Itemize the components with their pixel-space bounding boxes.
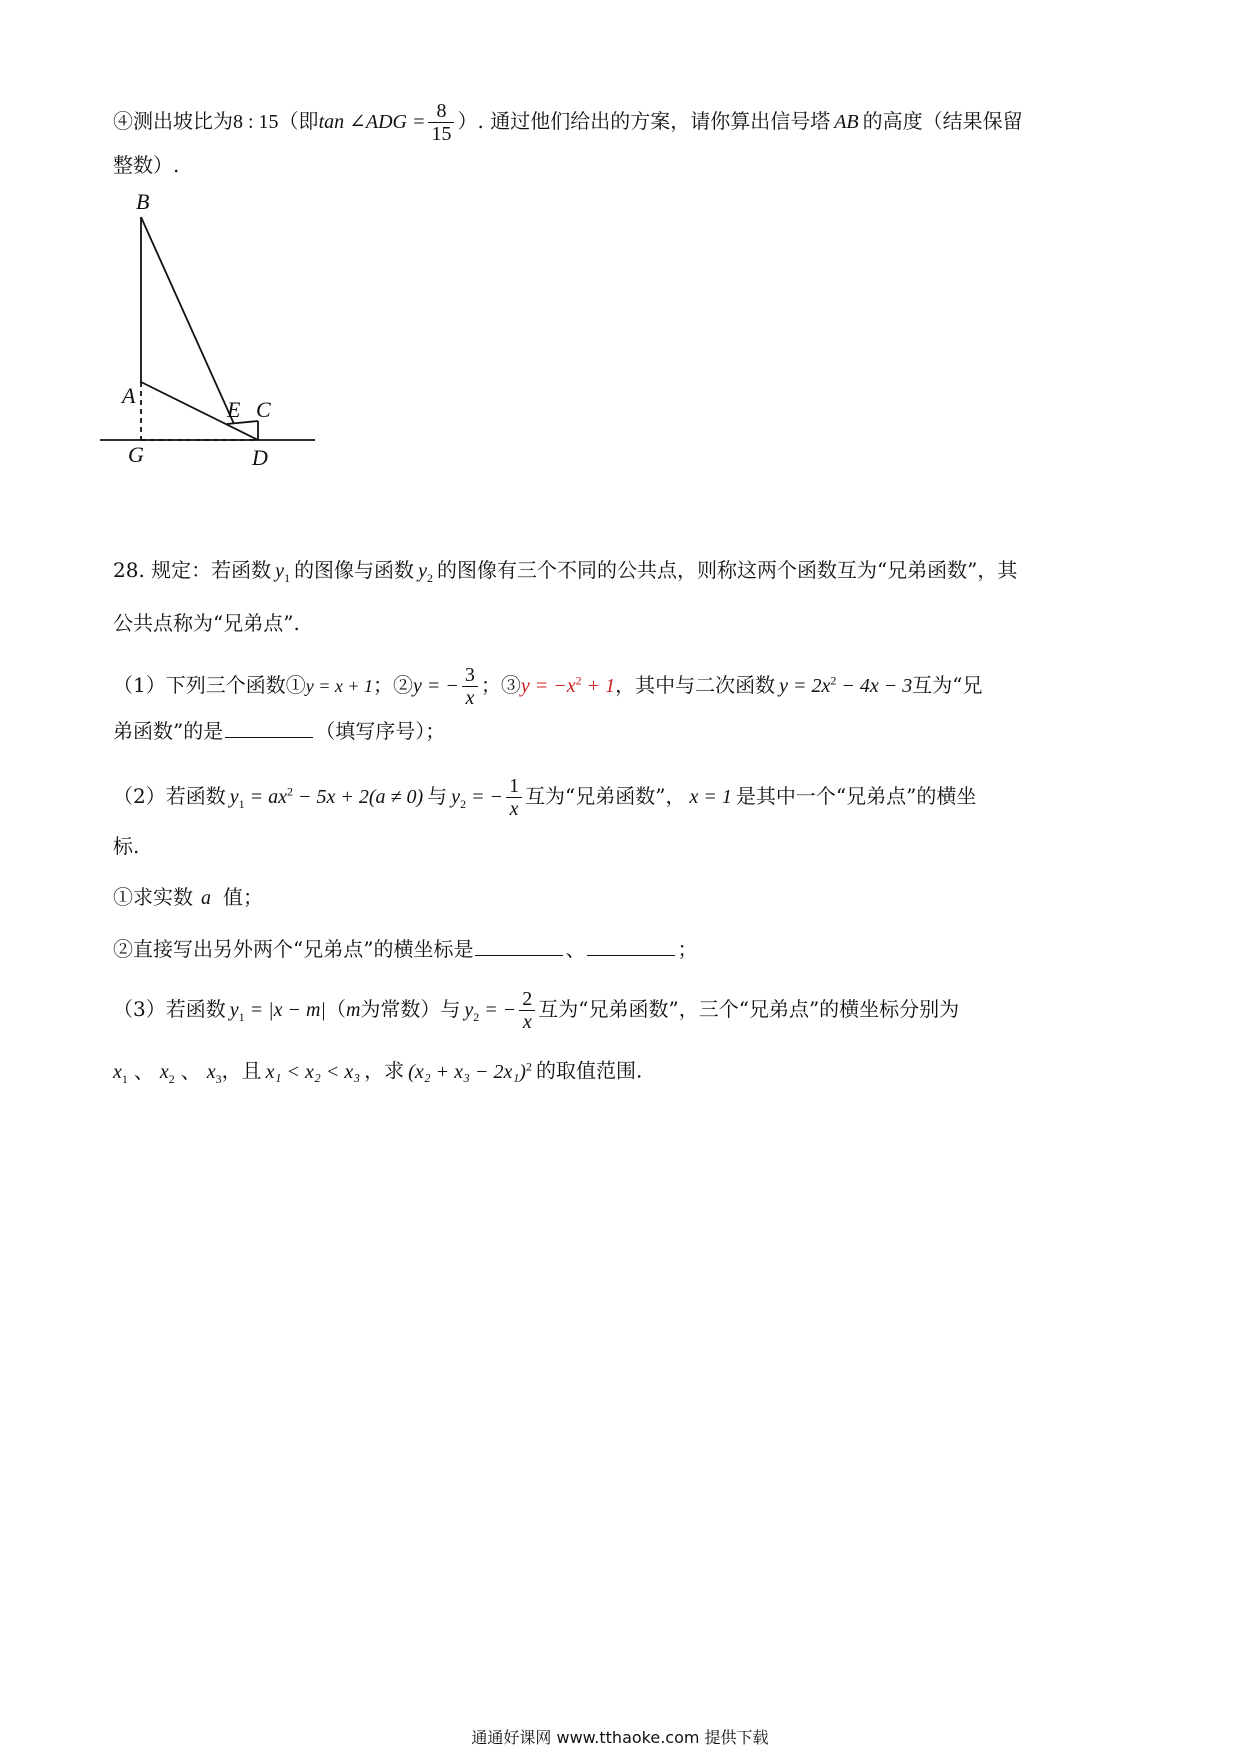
label-c: C	[256, 397, 271, 422]
p27-line-2: 整数）.	[113, 153, 180, 177]
answer-blank-1[interactable]	[225, 719, 313, 738]
fraction-3-over-x: $\frac{3}{x}$	[462, 664, 478, 709]
p28-q1-line-2: 弟函数”的是 （填写序号）；	[113, 719, 446, 743]
quadratic-function: $y = 2x^2 - 4x - 3$	[779, 673, 913, 697]
fraction-8-15: $\frac{8}{15}$	[428, 100, 454, 145]
var-x3: $x_3$	[206, 1060, 222, 1086]
var-x2: $x_2$	[159, 1060, 175, 1086]
y2-symbol: $y_2$	[418, 560, 433, 585]
function-y1: $y_1 = ax^2 - 5x + 2(a \ne 0)$	[229, 784, 424, 811]
p28-q3-line-2: $x_1$ 、 $x_2$ 、 $x_3$，且 x₁ < x₂ < x₃ ，求 $(x_2 + x_3 - 2x_1)^2$ 的取值范围.	[113, 1058, 643, 1086]
p27-text: 的高度（结果保留	[862, 109, 1023, 133]
p28-intro-2: 公共点称为“兄弟点”.	[113, 611, 300, 635]
y1-symbol: $y_1$	[275, 560, 291, 585]
label-b: B	[136, 189, 150, 214]
segment-be	[141, 217, 234, 424]
fraction-2-over-x: $\frac{2}{x}$	[519, 988, 535, 1033]
function-y2-q3: $y_2$ = −	[464, 999, 517, 1024]
variable-m: m	[345, 999, 361, 1021]
inequality: x₁ < x₂ < x₃	[265, 1060, 361, 1083]
answer-blank-2[interactable]	[475, 937, 563, 956]
p28-q2-ii: ②直接写出另外两个“兄弟点”的横坐标是 、 ；	[113, 937, 698, 961]
p28-q3-line-1: （3）若函数 $y_1 = |x - m|(m$为常数）与 $y_2$ = − $\frac{2}{x}$ 互为“兄弟函数”，三个“兄弟点”的横坐标分别为	[113, 988, 960, 1033]
tan-expression: tan ∠ADG =	[318, 111, 426, 133]
function-1: y = x + 1	[305, 676, 374, 696]
var-x1: $x_1$	[113, 1060, 128, 1086]
geometry-figure	[110, 189, 360, 520]
answer-blank-3[interactable]	[587, 937, 675, 956]
tower-ab: AB	[834, 111, 859, 133]
p28-q2-line-1: （2）若函数 $y_1 = ax^2 - 5x + 2(a \ne 0)$ 与 $y_2$ = − $\frac{1}{x}$ 互为“兄弟函数”， x = 1 是其中一个“兄弟点”的横坐	[113, 775, 977, 820]
x-equals-1: x = 1	[689, 786, 732, 808]
label-d: D	[252, 445, 268, 470]
target-expression: $(x_2 + x_3 - 2x_1)^2$	[408, 1059, 532, 1083]
variable-a: a	[201, 887, 211, 909]
p27-line-1	[113, 100, 1023, 145]
p28-q2-i: ①求实数 a 值；	[113, 885, 263, 909]
function-abs: $y_1 = |x - m|$	[229, 999, 326, 1024]
label-a: A	[122, 383, 136, 408]
p27-text: （即	[278, 109, 319, 133]
p28-q1-line-1: （1）下列三个函数①y = x + 1；②y = − $\frac{3}{x}$ ；③y = $-x^2 + 1$，其中与二次函数 $y = 2x^2 - 4x - 3$互为“兄	[113, 664, 983, 709]
slope-ratio: 8 : 15	[233, 111, 279, 133]
function-3: $y = -x^2 + 1$	[520, 673, 616, 697]
page-footer: 通通好课网 www.tthaoke.com 提供下载	[471, 1728, 769, 1747]
p27-text: ④测出坡比为	[113, 109, 233, 133]
p28-intro-1: 28. 规定：若函数 $y_1$ 的图像与函数 $y_2$ 的图像有三个不同的公共点，则称这两个函数互为“兄弟函数”，其	[113, 558, 1018, 585]
label-g: G	[128, 442, 144, 467]
label-e: E	[227, 397, 241, 422]
function-y2: $y_2$ = −	[451, 786, 504, 811]
p27-text: ）. 通过他们给出的方案，请你算出信号塔	[457, 109, 831, 133]
function-2: y = −	[413, 675, 459, 697]
p28-q2-line-2: 标.	[113, 834, 140, 858]
fraction-1-over-x: $\frac{1}{x}$	[506, 775, 522, 820]
